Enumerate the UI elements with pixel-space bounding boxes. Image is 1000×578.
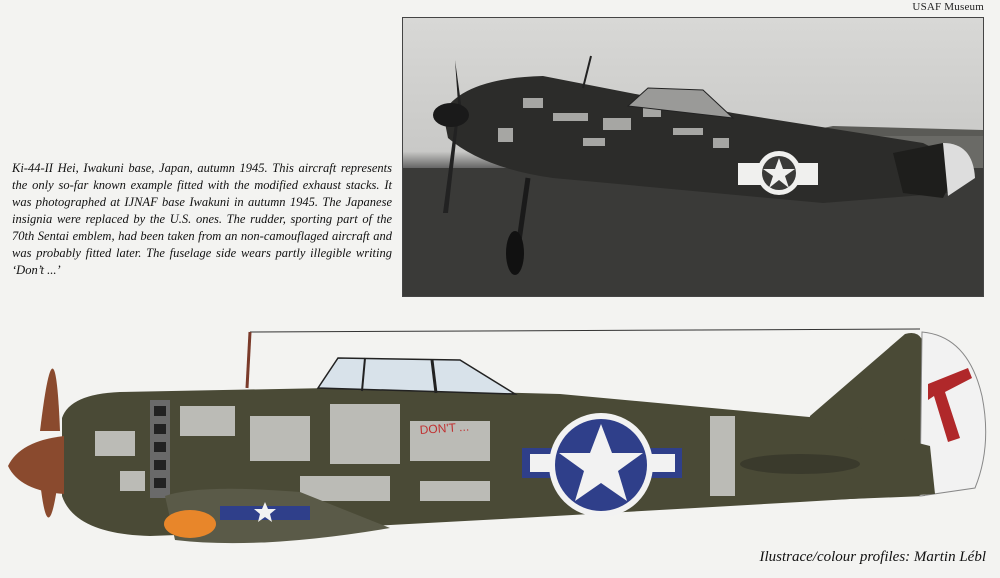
colour-profile [0,296,1000,566]
fuselage-writing: DON'T ... [419,419,470,437]
photo-aircraft [403,18,984,297]
photo-antenna [583,56,591,88]
caption-text: Ki-44-II Hei, Iwakuni base, Japan, autumn 1945. This aircraft represents the only so-far known example fitted with the modified exhaust stacks. It was photographed at IJNAF base Iwakuni in autumn 1945. The Japanese insignia were replaced by the U.S. ones. The rudder, sporting part of the 70th Sentai emblem, had been taken from an non-camouflaged aircraft and was probably fitted later. The fuselage side wears partly illegible writing ‘Don’t ...’ [12,161,392,277]
illustration-credit: Ilustrace/colour profiles: Martin Lébl [759,549,986,565]
propeller-blade-top [40,369,60,432]
canopy [318,358,515,394]
spinner [8,436,64,494]
photo-wheel [506,231,524,275]
photo-spinner [433,103,469,127]
antenna-wire [250,329,920,332]
wing-lamp [164,510,216,538]
photo-credit: USAF Museum [912,1,984,13]
tailplane [740,454,860,474]
profile-aircraft [0,296,1000,566]
antenna-mast [247,332,250,388]
archive-photo [402,17,984,297]
exhaust-stacks [150,400,170,498]
